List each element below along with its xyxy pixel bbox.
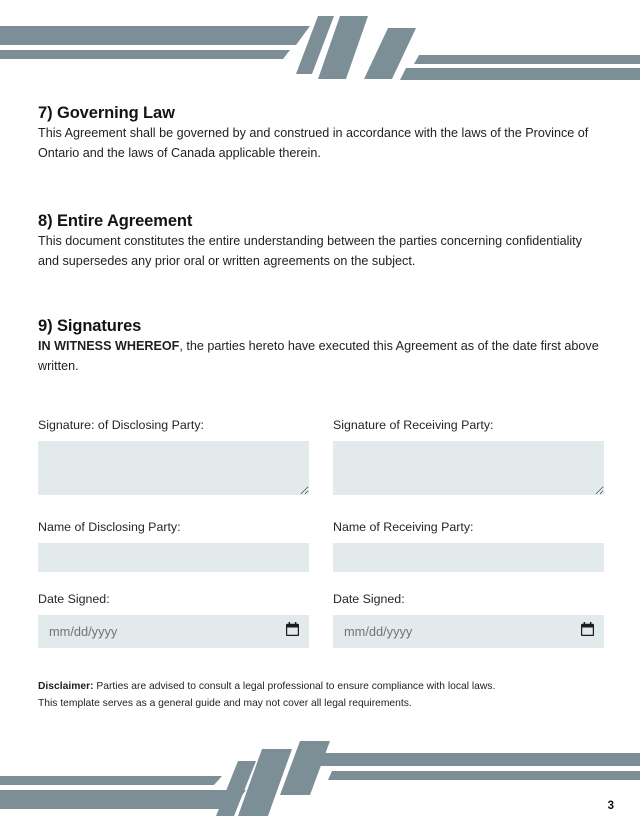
date-disclosing-placeholder: mm/dd/yyyy (49, 624, 118, 639)
signature-disclosing-input[interactable] (38, 441, 309, 495)
header-decoration (0, 0, 640, 95)
footer-decoration (0, 733, 640, 828)
field-spacer (38, 500, 604, 519)
date-receiving-label: Date Signed: (333, 592, 405, 606)
section-body-signatures (38, 336, 604, 376)
signature-block (38, 417, 604, 648)
document-content (38, 104, 604, 712)
disclaimer-label: Disclaimer: (38, 681, 94, 692)
section-spacer (38, 271, 604, 317)
date-disclosing-input[interactable] (38, 615, 309, 648)
section-body-governing-law: This Agreement shall be governed by and construed in accordance with the laws of the Province of Ontario and the laws of Canada applicable therein. (38, 126, 589, 160)
date-receiving-placeholder: mm/dd/yyyy (344, 624, 413, 639)
disclosing-party-column (38, 417, 309, 500)
section-heading-signatures: 9) Signatures (38, 317, 142, 335)
witness-clause-text: , the parties hereto have executed this Agreement as of the date first above written. (38, 339, 599, 373)
signature-row (38, 417, 604, 500)
date-row (38, 591, 604, 648)
witness-clause-emphasis: IN WITNESS WHEREOF (38, 339, 180, 353)
signature-disclosing-label: Signature: of Disclosing Party: (38, 418, 204, 432)
receiving-name-group (333, 519, 604, 572)
disclaimer-line-1 (38, 679, 604, 696)
receiving-party-column (333, 417, 604, 500)
section-spacer (38, 163, 604, 212)
section-heading-entire-agreement: 8) Entire Agreement (38, 212, 193, 230)
name-disclosing-input[interactable] (38, 543, 309, 572)
disclaimer (38, 679, 604, 712)
date-disclosing-label: Date Signed: (38, 592, 110, 606)
disclosing-date-group (38, 591, 309, 648)
field-spacer (38, 572, 604, 591)
disclaimer-line-2: This template serves as a general guide and may not cover all legal requirements. (38, 697, 412, 709)
receiving-date-group (333, 591, 604, 648)
disclosing-name-group (38, 519, 309, 572)
name-disclosing-label: Name of Disclosing Party: (38, 520, 181, 534)
calendar-icon[interactable] (286, 622, 299, 641)
calendar-icon[interactable] (581, 622, 594, 641)
name-receiving-label: Name of Receiving Party: (333, 520, 474, 534)
section-heading-governing-law: 7) Governing Law (38, 104, 175, 122)
section-body-entire-agreement: This document constitutes the entire understanding between the parties concerning confidentiality and supersedes any prior oral or written agreements on the subject. (38, 234, 582, 268)
name-receiving-input[interactable] (333, 543, 604, 572)
disclaimer-line-1-text: Parties are advised to consult a legal professional to ensure compliance with local laws. (93, 681, 496, 692)
signature-receiving-label: Signature of Receiving Party: (333, 418, 494, 432)
name-row (38, 519, 604, 572)
signature-receiving-input[interactable] (333, 441, 604, 495)
page-number: 3 (607, 800, 614, 812)
date-receiving-input[interactable] (333, 615, 604, 648)
